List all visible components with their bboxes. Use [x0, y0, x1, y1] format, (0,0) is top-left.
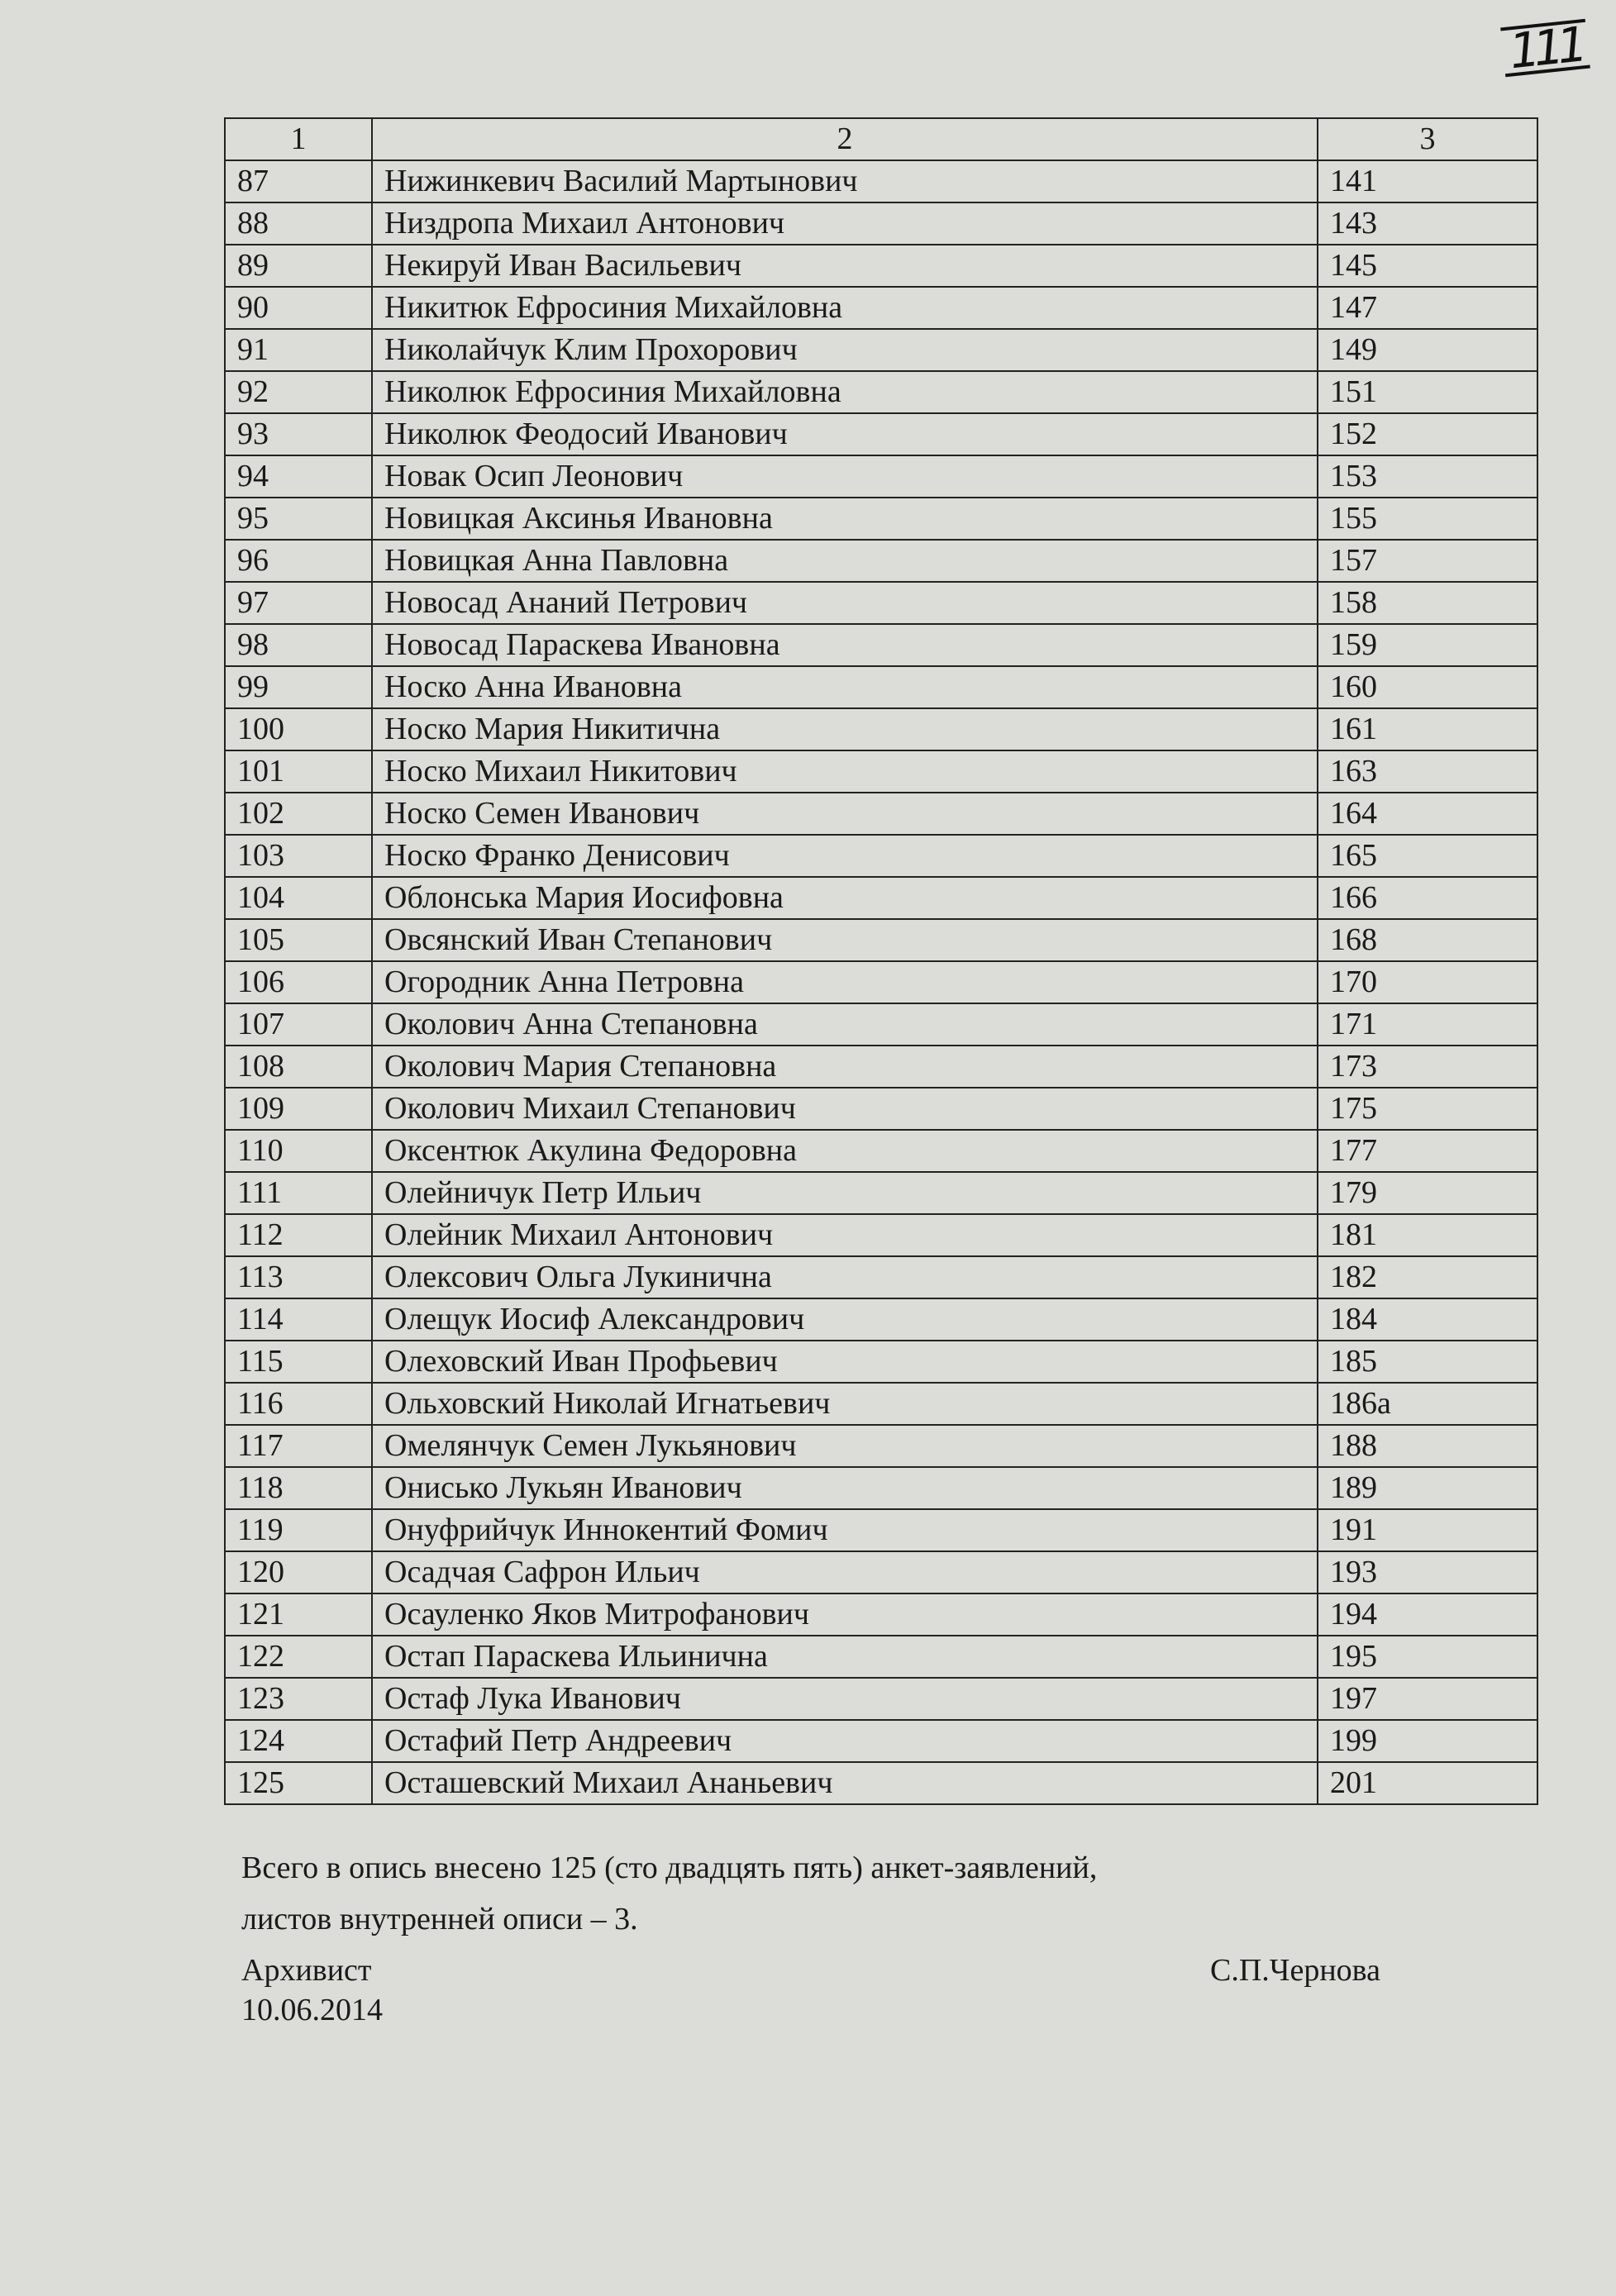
sheet-number: 157	[1318, 540, 1537, 582]
person-name: Околович Мария Степановна	[372, 1046, 1318, 1088]
person-name: Осташевский Михаил Ананьевич	[372, 1762, 1318, 1804]
person-name: Околович Михаил Степанович	[372, 1088, 1318, 1130]
row-number: 116	[225, 1383, 372, 1425]
person-name: Новосад Ананий Петрович	[372, 582, 1318, 624]
sheet-number: 164	[1318, 793, 1537, 835]
sheet-number: 151	[1318, 371, 1537, 413]
person-name: Носко Михаил Никитович	[372, 750, 1318, 793]
row-number: 115	[225, 1341, 372, 1383]
sheet-number: 159	[1318, 624, 1537, 666]
person-name: Олейник Михаил Антонович	[372, 1214, 1318, 1256]
sheet-number: 161	[1318, 708, 1537, 750]
person-name: Ольховский Николай Игнатьевич	[372, 1383, 1318, 1425]
person-name: Осадчая Сафрон Ильич	[372, 1551, 1318, 1593]
document-date: 10.06.2014	[241, 1993, 383, 2027]
row-number: 103	[225, 835, 372, 877]
row-number: 99	[225, 666, 372, 708]
row-number: 94	[225, 455, 372, 498]
table-row	[225, 413, 1537, 455]
inventory-table	[224, 117, 1538, 1805]
table-header-row	[225, 118, 1537, 160]
table-row	[225, 1172, 1537, 1214]
sheet-number: 141	[1318, 160, 1537, 202]
row-number: 125	[225, 1762, 372, 1804]
row-number: 117	[225, 1425, 372, 1467]
row-number: 124	[225, 1720, 372, 1762]
row-number: 110	[225, 1130, 372, 1172]
sheet-number: 152	[1318, 413, 1537, 455]
table-row	[225, 1678, 1537, 1720]
column-header: 1	[225, 118, 372, 160]
person-name: Околович Анна Степановна	[372, 1003, 1318, 1046]
table-row	[225, 1046, 1537, 1088]
sheet-number: 191	[1318, 1509, 1537, 1551]
table-row	[225, 1003, 1537, 1046]
table-row	[225, 624, 1537, 666]
row-number: 120	[225, 1551, 372, 1593]
person-name: Носко Мария Никитична	[372, 708, 1318, 750]
row-number: 97	[225, 582, 372, 624]
person-name: Никитюк Ефросиния Михайловна	[372, 287, 1318, 329]
row-number: 91	[225, 329, 372, 371]
person-name: Онисько Лукьян Иванович	[372, 1467, 1318, 1509]
sheet-number: 165	[1318, 835, 1537, 877]
row-number: 101	[225, 750, 372, 793]
sheet-number: 170	[1318, 961, 1537, 1003]
table-row	[225, 1383, 1537, 1425]
row-number: 121	[225, 1593, 372, 1636]
table-row	[225, 160, 1537, 202]
row-number: 98	[225, 624, 372, 666]
sheet-number: 155	[1318, 498, 1537, 540]
row-number: 93	[225, 413, 372, 455]
column-header: 3	[1318, 118, 1537, 160]
sheet-number: 194	[1318, 1593, 1537, 1636]
row-number: 112	[225, 1214, 372, 1256]
sheet-number: 143	[1318, 202, 1537, 245]
row-number: 118	[225, 1467, 372, 1509]
sheet-number: 195	[1318, 1636, 1537, 1678]
sheet-number: 189	[1318, 1467, 1537, 1509]
person-name: Огородник Анна Петровна	[372, 961, 1318, 1003]
person-name: Некируй Иван Васильевич	[372, 245, 1318, 287]
handwritten-page-number: 111	[1500, 19, 1590, 77]
sheet-number: 160	[1318, 666, 1537, 708]
table-row	[225, 961, 1537, 1003]
table-row	[225, 1425, 1537, 1467]
person-name: Новак Осип Леонович	[372, 455, 1318, 498]
table-row	[225, 202, 1537, 245]
summary-line-2: листов внутренней описи – 3.	[241, 1902, 638, 1936]
sheet-number: 163	[1318, 750, 1537, 793]
table-row	[225, 582, 1537, 624]
table-row	[225, 498, 1537, 540]
sheet-number: 147	[1318, 287, 1537, 329]
row-number: 109	[225, 1088, 372, 1130]
person-name: Новицкая Анна Павловна	[372, 540, 1318, 582]
person-name: Остафий Петр Андреевич	[372, 1720, 1318, 1762]
person-name: Носко Семен Иванович	[372, 793, 1318, 835]
table-row	[225, 455, 1537, 498]
table-row	[225, 1467, 1537, 1509]
person-name: Олексович Ольга Лукинична	[372, 1256, 1318, 1298]
person-name: Низдропа Михаил Антонович	[372, 202, 1318, 245]
person-name: Омелянчук Семен Лукьянович	[372, 1425, 1318, 1467]
person-name: Николюк Феодосий Иванович	[372, 413, 1318, 455]
sheet-number: 171	[1318, 1003, 1537, 1046]
sheet-number: 177	[1318, 1130, 1537, 1172]
sheet-number: 184	[1318, 1298, 1537, 1341]
position-title: Архивист	[241, 1953, 372, 1988]
row-number: 122	[225, 1636, 372, 1678]
table-row	[225, 835, 1537, 877]
row-number: 100	[225, 708, 372, 750]
table-row	[225, 919, 1537, 961]
sheet-number: 199	[1318, 1720, 1537, 1762]
person-name: Овсянский Иван Степанович	[372, 919, 1318, 961]
row-number: 89	[225, 245, 372, 287]
row-number: 111	[225, 1172, 372, 1214]
row-number: 92	[225, 371, 372, 413]
table-row	[225, 877, 1537, 919]
table-row	[225, 1636, 1537, 1678]
sheet-number: 193	[1318, 1551, 1537, 1593]
sheet-number: 149	[1318, 329, 1537, 371]
signatory-name: С.П.Чернова	[1210, 1953, 1380, 1988]
sheet-number: 179	[1318, 1172, 1537, 1214]
table-row	[225, 1509, 1537, 1551]
person-name: Остап Параскева Ильинична	[372, 1636, 1318, 1678]
person-name: Осауленко Яков Митрофанович	[372, 1593, 1318, 1636]
sheet-number: 168	[1318, 919, 1537, 961]
sheet-number: 145	[1318, 245, 1537, 287]
row-number: 107	[225, 1003, 372, 1046]
row-number: 90	[225, 287, 372, 329]
row-number: 114	[225, 1298, 372, 1341]
table-row	[225, 1341, 1537, 1383]
sheet-number: 188	[1318, 1425, 1537, 1467]
sheet-number: 197	[1318, 1678, 1537, 1720]
table-row	[225, 750, 1537, 793]
person-name: Нижинкевич Василий Мартынович	[372, 160, 1318, 202]
table-row	[225, 1720, 1537, 1762]
row-number: 106	[225, 961, 372, 1003]
table-row	[225, 1762, 1537, 1804]
person-name: Облонська Мария Иосифовна	[372, 877, 1318, 919]
sheet-number: 201	[1318, 1762, 1537, 1804]
table-row	[225, 287, 1537, 329]
sheet-number: 158	[1318, 582, 1537, 624]
table-row	[225, 371, 1537, 413]
table-row	[225, 1256, 1537, 1298]
table-row	[225, 245, 1537, 287]
table-row	[225, 666, 1537, 708]
person-name: Носко Франко Денисович	[372, 835, 1318, 877]
person-name: Николайчук Клим Прохорович	[372, 329, 1318, 371]
sheet-number: 175	[1318, 1088, 1537, 1130]
person-name: Николюк Ефросиния Михайловна	[372, 371, 1318, 413]
table-row	[225, 1088, 1537, 1130]
sheet-number: 182	[1318, 1256, 1537, 1298]
row-number: 87	[225, 160, 372, 202]
sheet-number: 166	[1318, 877, 1537, 919]
summary-line-1: Всего в опись внесено 125 (сто двадцять пять) анкет-заявлений,	[241, 1851, 1098, 1885]
row-number: 105	[225, 919, 372, 961]
table-row	[225, 708, 1537, 750]
person-name: Новосад Параскева Ивановна	[372, 624, 1318, 666]
row-number: 96	[225, 540, 372, 582]
column-header: 2	[372, 118, 1318, 160]
person-name: Олеховский Иван Профьевич	[372, 1341, 1318, 1383]
person-name: Остаф Лука Иванович	[372, 1678, 1318, 1720]
table-row	[225, 1130, 1537, 1172]
person-name: Оксентюк Акулина Федоровна	[372, 1130, 1318, 1172]
table-row	[225, 540, 1537, 582]
sheet-number: 186а	[1318, 1383, 1537, 1425]
sheet-number: 153	[1318, 455, 1537, 498]
row-number: 119	[225, 1509, 372, 1551]
row-number: 102	[225, 793, 372, 835]
person-name: Носко Анна Ивановна	[372, 666, 1318, 708]
person-name: Онуфрийчук Иннокентий Фомич	[372, 1509, 1318, 1551]
row-number: 88	[225, 202, 372, 245]
sheet-number: 185	[1318, 1341, 1537, 1383]
table-row	[225, 1593, 1537, 1636]
row-number: 95	[225, 498, 372, 540]
table-row	[225, 1214, 1537, 1256]
person-name: Олещук Иосиф Александрович	[372, 1298, 1318, 1341]
table-row	[225, 1298, 1537, 1341]
table-row	[225, 329, 1537, 371]
person-name: Новицкая Аксинья Ивановна	[372, 498, 1318, 540]
row-number: 108	[225, 1046, 372, 1088]
person-name: Олейничук Петр Ильич	[372, 1172, 1318, 1214]
row-number: 113	[225, 1256, 372, 1298]
table-row	[225, 1551, 1537, 1593]
table-row	[225, 793, 1537, 835]
sheet-number: 181	[1318, 1214, 1537, 1256]
row-number: 123	[225, 1678, 372, 1720]
row-number: 104	[225, 877, 372, 919]
sheet-number: 173	[1318, 1046, 1537, 1088]
